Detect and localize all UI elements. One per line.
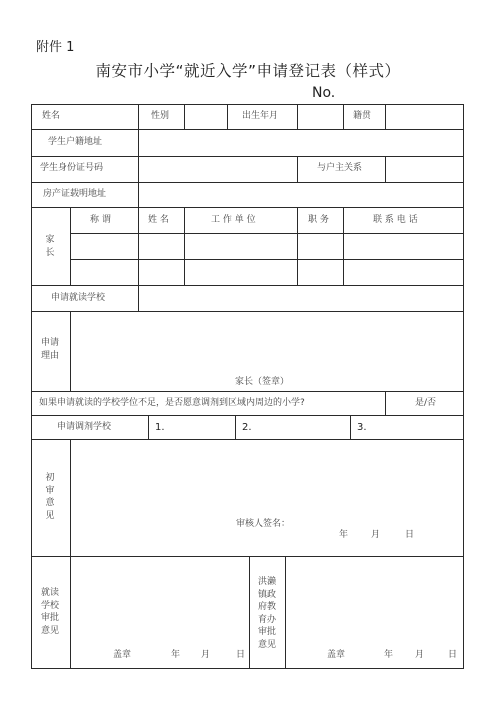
label-parent-sign: 家长（签章） [235, 377, 290, 387]
row-line [31, 129, 464, 130]
col-line [70, 311, 71, 391]
col-header-position: 职 务 [308, 215, 329, 225]
label-yes-no: 是/否 [415, 398, 437, 408]
col-line [297, 104, 298, 129]
label-reviewer-sign: 审核人签名： [236, 519, 291, 529]
school-date-month: 月 [201, 650, 211, 660]
row-line [31, 182, 464, 183]
row-line [31, 556, 464, 557]
border-bottom [31, 668, 464, 669]
registration-form [31, 104, 464, 669]
school-date-day: 日 [236, 650, 246, 660]
label-initial-review: 初审意见 [45, 473, 55, 521]
col-line [70, 439, 71, 669]
label-gender: 性别 [151, 111, 170, 121]
row-line [31, 311, 464, 312]
col-line [385, 104, 386, 129]
serial-number-label: No. [312, 85, 336, 101]
transfer-option-1: 1. [155, 422, 165, 433]
label-gov-approval: 洪濑镇政府教育办审批意见 [257, 577, 276, 650]
annex-label: 附件 1 [36, 40, 75, 55]
label-school-approval: 就读学校审批意见 [40, 588, 59, 636]
col-line [350, 415, 351, 439]
col-line [184, 104, 185, 129]
form-title: 南安市小学“就近入学”申请登记表（样式） [95, 62, 401, 80]
label-id-number: 学生身份证号码 [40, 163, 104, 173]
label-household-address: 学生户籍地址 [48, 137, 103, 147]
col-header-title: 称 谓 [90, 215, 111, 225]
row-line [31, 207, 464, 208]
col-header-phone: 联 系 电 话 [373, 215, 418, 225]
col-line [70, 207, 71, 285]
school-date-year: 年 [171, 650, 181, 660]
gov-date-month: 月 [415, 650, 425, 660]
border-top [31, 104, 464, 105]
col-line [297, 156, 298, 182]
col-line [297, 207, 298, 285]
col-line [184, 207, 185, 285]
date-month: 月 [371, 530, 381, 540]
label-relation-to-head: 与户主关系 [317, 163, 363, 173]
school-seal: 盖章 [113, 650, 132, 660]
gov-seal: 盖章 [327, 650, 346, 660]
row-line [31, 391, 464, 392]
date-year: 年 [339, 530, 349, 540]
label-school-applied: 申请就读学校 [51, 293, 106, 303]
label-native-place: 籍贯 [353, 111, 372, 121]
col-line [385, 156, 386, 182]
label-reason: 申请理由 [40, 338, 59, 361]
row-line [31, 415, 464, 416]
col-line [249, 556, 250, 668]
col-line [285, 556, 286, 668]
label-parents: 家长 [45, 235, 55, 258]
border-right [463, 104, 464, 669]
row-line [70, 259, 464, 260]
col-header-name: 姓 名 [148, 215, 169, 225]
gov-date-year: 年 [384, 650, 394, 660]
row-line [31, 285, 464, 286]
transfer-option-3: 3. [357, 422, 367, 433]
transfer-option-2: 2. [242, 422, 252, 433]
label-property-address: 房产证载明地址 [43, 189, 107, 199]
col-line [385, 391, 386, 415]
col-line [138, 104, 139, 311]
label-transfer-school: 申请调剂学校 [57, 422, 112, 432]
col-line [343, 104, 344, 129]
border-left [31, 104, 32, 669]
label-birth: 出生年月 [242, 111, 279, 121]
col-line [235, 415, 236, 439]
row-line [31, 439, 464, 440]
label-transfer-question: 如果申请就读的学校学位不足，是否愿意调剂到区域内周边的小学? [39, 398, 305, 408]
label-name: 姓名 [42, 111, 61, 121]
row-line [31, 156, 464, 157]
row-line [70, 233, 464, 234]
col-line [343, 207, 344, 285]
col-line [227, 104, 228, 129]
date-day: 日 [405, 530, 415, 540]
col-header-work: 工 作 单 位 [211, 215, 256, 225]
col-line [148, 415, 149, 439]
gov-date-day: 日 [448, 650, 458, 660]
